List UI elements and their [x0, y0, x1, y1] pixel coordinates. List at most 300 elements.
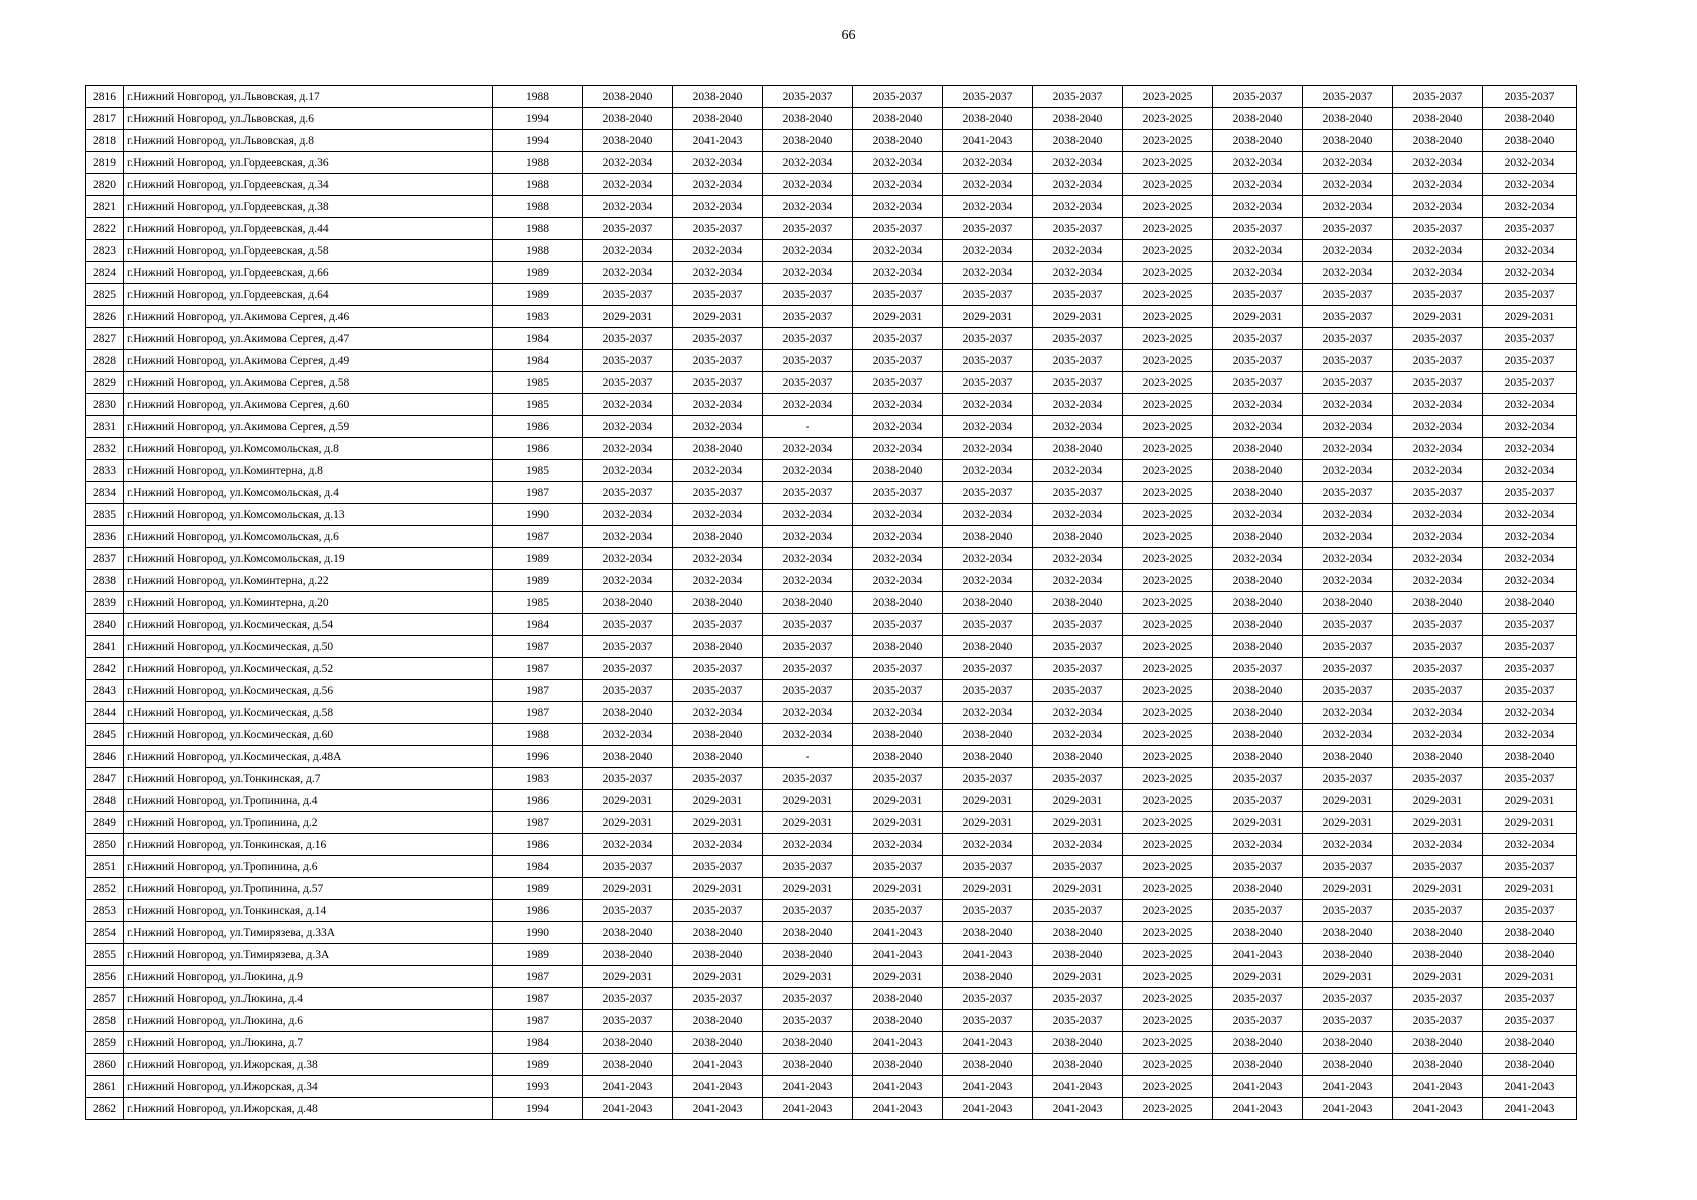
table-row [86, 570, 1577, 592]
row-number-cell: 2823 [86, 240, 124, 262]
period-cell: 2032-2034 [763, 262, 853, 284]
address-city: г.Нижний Новгород, [127, 750, 230, 763]
period-cell: 2035-2037 [853, 680, 943, 702]
period-cell: 2035-2037 [1303, 658, 1393, 680]
address-cell [124, 130, 493, 152]
period-cell: 2038-2040 [853, 1010, 943, 1032]
row-number-cell: 2816 [86, 86, 124, 108]
address-cell [124, 966, 493, 988]
period-cell: 2035-2037 [1483, 988, 1577, 1010]
period-cell: 2032-2034 [673, 548, 763, 570]
address-cell [124, 1098, 493, 1120]
year-cell: 1987 [493, 658, 583, 680]
period-cell: 2023-2025 [1123, 526, 1213, 548]
period-cell: 2029-2031 [583, 878, 673, 900]
period-cell: 2032-2034 [1393, 548, 1483, 570]
table-row [86, 1010, 1577, 1032]
period-cell: 2038-2040 [1303, 944, 1393, 966]
address-city: г.Нижний Новгород, [127, 1014, 230, 1027]
period-cell: 2038-2040 [583, 1032, 673, 1054]
year-cell: 1987 [493, 812, 583, 834]
period-cell: 2038-2040 [853, 460, 943, 482]
period-cell: 2035-2037 [673, 900, 763, 922]
address-cell [124, 306, 493, 328]
year-cell: 1989 [493, 944, 583, 966]
period-cell: 2029-2031 [1213, 812, 1303, 834]
period-cell: 2023-2025 [1123, 504, 1213, 526]
period-cell: 2035-2037 [1393, 856, 1483, 878]
table-row [86, 768, 1577, 790]
address-cell [124, 724, 493, 746]
table-row [86, 922, 1577, 944]
period-cell: 2035-2037 [1393, 768, 1483, 790]
period-cell: 2029-2031 [763, 878, 853, 900]
row-number-cell: 2854 [86, 922, 124, 944]
period-cell: 2035-2037 [1213, 86, 1303, 108]
period-cell: 2041-2043 [943, 1076, 1033, 1098]
period-cell: 2035-2037 [1213, 218, 1303, 240]
period-cell: 2032-2034 [943, 152, 1033, 174]
row-number-cell: 2837 [86, 548, 124, 570]
period-cell: 2035-2037 [763, 372, 853, 394]
table-row [86, 504, 1577, 526]
period-cell: 2038-2040 [1213, 482, 1303, 504]
period-cell: 2038-2040 [1033, 1032, 1123, 1054]
period-cell: 2035-2037 [1213, 372, 1303, 394]
period-cell: 2029-2031 [943, 812, 1033, 834]
address-city: г.Нижний Новгород, [127, 244, 230, 257]
address-city: г.Нижний Новгород, [127, 1036, 230, 1049]
period-cell: 2035-2037 [1483, 680, 1577, 702]
address-city: г.Нижний Новгород, [127, 398, 230, 411]
period-cell: 2038-2040 [763, 592, 853, 614]
address-cell [124, 768, 493, 790]
year-cell: 1984 [493, 856, 583, 878]
period-cell: 2023-2025 [1123, 86, 1213, 108]
year-cell: 1984 [493, 350, 583, 372]
period-cell: 2035-2037 [1303, 86, 1393, 108]
address-street: ул.Тропинина, д.6 [229, 860, 318, 873]
period-cell: 2035-2037 [1033, 284, 1123, 306]
period-cell: 2029-2031 [853, 306, 943, 328]
address-cell [124, 86, 493, 108]
address-city: г.Нижний Новгород, [127, 794, 230, 807]
period-cell: 2035-2037 [1213, 768, 1303, 790]
row-number-cell: 2820 [86, 174, 124, 196]
address-city: г.Нижний Новгород, [127, 222, 230, 235]
period-cell: 2035-2037 [763, 900, 853, 922]
address-city: г.Нижний Новгород, [127, 948, 230, 961]
period-cell: 2032-2034 [673, 702, 763, 724]
housing-registry-table [85, 85, 1577, 1120]
period-cell: 2032-2034 [853, 438, 943, 460]
period-cell: 2032-2034 [1213, 834, 1303, 856]
table-row [86, 1076, 1577, 1098]
period-cell: 2038-2040 [943, 108, 1033, 130]
period-cell: 2029-2031 [583, 966, 673, 988]
period-cell: 2041-2043 [763, 1076, 853, 1098]
address-cell [124, 460, 493, 482]
period-cell: 2035-2037 [673, 658, 763, 680]
period-cell: 2035-2037 [943, 856, 1033, 878]
row-number-cell: 2831 [86, 416, 124, 438]
period-cell: 2032-2034 [673, 460, 763, 482]
address-cell [124, 988, 493, 1010]
period-cell: 2032-2034 [1033, 702, 1123, 724]
address-cell [124, 614, 493, 636]
period-cell: 2023-2025 [1123, 922, 1213, 944]
period-cell: 2032-2034 [1483, 152, 1577, 174]
period-cell: 2029-2031 [1483, 790, 1577, 812]
period-cell: 2032-2034 [1303, 174, 1393, 196]
period-cell: 2035-2037 [1483, 1010, 1577, 1032]
period-cell: 2032-2034 [763, 548, 853, 570]
table-row [86, 1098, 1577, 1120]
address-street: ул.Львовская, д.6 [229, 112, 314, 125]
period-cell: 2038-2040 [583, 944, 673, 966]
period-cell: 2035-2037 [583, 328, 673, 350]
period-cell: 2029-2031 [1033, 790, 1123, 812]
address-city: г.Нижний Новгород, [127, 156, 230, 169]
row-number-cell: 2844 [86, 702, 124, 724]
row-number-cell: 2842 [86, 658, 124, 680]
address-street: ул.Космическая, д.60 [229, 728, 334, 741]
period-cell: 2038-2040 [1213, 108, 1303, 130]
year-cell: 1984 [493, 1032, 583, 1054]
period-cell: 2023-2025 [1123, 944, 1213, 966]
address-cell [124, 284, 493, 306]
row-number-cell: 2853 [86, 900, 124, 922]
period-cell: 2038-2040 [1213, 702, 1303, 724]
address-city: г.Нижний Новгород, [127, 420, 230, 433]
period-cell: 2029-2031 [1393, 790, 1483, 812]
address-street: ул.Комсомольская, д.19 [229, 552, 345, 565]
period-cell: 2032-2034 [1483, 504, 1577, 526]
period-cell: 2038-2040 [943, 922, 1033, 944]
period-cell: 2035-2037 [763, 988, 853, 1010]
year-cell: 1996 [493, 746, 583, 768]
address-street: ул.Комсомольская, д.8 [229, 442, 339, 455]
address-street: ул.Тимирязева, д.3А [229, 948, 330, 961]
period-cell: 2035-2037 [1033, 86, 1123, 108]
period-cell: 2041-2043 [1033, 1076, 1123, 1098]
table-row [86, 614, 1577, 636]
period-cell: 2029-2031 [1033, 966, 1123, 988]
period-cell: 2038-2040 [1033, 130, 1123, 152]
table-row [86, 856, 1577, 878]
period-cell: 2029-2031 [1303, 812, 1393, 834]
table-row [86, 834, 1577, 856]
period-cell: 2035-2037 [1213, 284, 1303, 306]
period-cell: 2029-2031 [763, 812, 853, 834]
table-row [86, 152, 1577, 174]
address-cell [124, 482, 493, 504]
year-cell: 1994 [493, 108, 583, 130]
period-cell: 2023-2025 [1123, 790, 1213, 812]
address-street: ул.Тимирязева, д.33А [229, 926, 336, 939]
period-cell: 2035-2037 [1303, 284, 1393, 306]
year-cell: 1985 [493, 460, 583, 482]
period-cell: 2035-2037 [943, 614, 1033, 636]
period-cell: 2035-2037 [1483, 350, 1577, 372]
period-cell: 2032-2034 [853, 548, 943, 570]
address-cell [124, 372, 493, 394]
period-cell: 2035-2037 [1033, 372, 1123, 394]
period-cell: 2038-2040 [1393, 592, 1483, 614]
period-cell: 2032-2034 [763, 460, 853, 482]
period-cell: 2038-2040 [1393, 108, 1483, 130]
period-cell: 2035-2037 [853, 768, 943, 790]
address-city: г.Нижний Новгород, [127, 838, 230, 851]
address-cell [124, 592, 493, 614]
period-cell: 2029-2031 [1483, 306, 1577, 328]
row-number-cell: 2825 [86, 284, 124, 306]
period-cell: 2032-2034 [583, 416, 673, 438]
address-cell [124, 152, 493, 174]
period-cell: 2038-2040 [1303, 1032, 1393, 1054]
period-cell: 2032-2034 [583, 570, 673, 592]
period-cell: 2035-2037 [673, 614, 763, 636]
period-cell: 2035-2037 [763, 86, 853, 108]
address-cell [124, 108, 493, 130]
period-cell: 2035-2037 [763, 482, 853, 504]
period-cell: 2032-2034 [1303, 548, 1393, 570]
period-cell: 2029-2031 [673, 306, 763, 328]
period-cell: 2032-2034 [1483, 262, 1577, 284]
period-cell: 2035-2037 [1393, 482, 1483, 504]
period-cell: 2038-2040 [583, 86, 673, 108]
period-cell: 2023-2025 [1123, 350, 1213, 372]
period-cell: 2023-2025 [1123, 988, 1213, 1010]
period-cell: 2023-2025 [1123, 856, 1213, 878]
period-cell: 2023-2025 [1123, 548, 1213, 570]
period-cell: 2038-2040 [1303, 746, 1393, 768]
address-street: ул.Люкина, д.7 [229, 1036, 303, 1049]
year-cell: 1987 [493, 680, 583, 702]
row-number-cell: 2829 [86, 372, 124, 394]
table-row [86, 900, 1577, 922]
table-row [86, 196, 1577, 218]
address-city: г.Нижний Новгород, [127, 618, 230, 631]
period-cell: 2041-2043 [673, 1054, 763, 1076]
address-street: ул.Гордеевская, д.38 [229, 200, 329, 213]
year-cell: 1983 [493, 768, 583, 790]
period-cell: 2041-2043 [583, 1076, 673, 1098]
period-cell: 2035-2037 [1033, 900, 1123, 922]
period-cell: 2032-2034 [1033, 548, 1123, 570]
period-cell: 2029-2031 [583, 812, 673, 834]
period-cell: 2029-2031 [1393, 878, 1483, 900]
period-cell: 2023-2025 [1123, 900, 1213, 922]
period-cell: 2032-2034 [673, 504, 763, 526]
period-cell: 2038-2040 [583, 746, 673, 768]
period-cell: 2038-2040 [1303, 108, 1393, 130]
period-cell: 2032-2034 [853, 196, 943, 218]
period-cell: 2038-2040 [1213, 636, 1303, 658]
period-cell: 2035-2037 [853, 856, 943, 878]
period-cell: 2023-2025 [1123, 658, 1213, 680]
address-city: г.Нижний Новгород, [127, 486, 230, 499]
period-cell: 2029-2031 [943, 878, 1033, 900]
period-cell: 2035-2037 [853, 284, 943, 306]
period-cell: 2038-2040 [1213, 130, 1303, 152]
address-cell [124, 548, 493, 570]
period-cell: 2038-2040 [943, 746, 1033, 768]
address-city: г.Нижний Новгород, [127, 200, 230, 213]
row-number-cell: 2848 [86, 790, 124, 812]
period-cell: 2023-2025 [1123, 240, 1213, 262]
year-cell: 1988 [493, 240, 583, 262]
address-cell [124, 746, 493, 768]
period-cell: 2035-2037 [1483, 658, 1577, 680]
period-cell: 2032-2034 [1303, 196, 1393, 218]
table-row [86, 130, 1577, 152]
period-cell: 2035-2037 [1303, 988, 1393, 1010]
period-cell: 2035-2037 [583, 614, 673, 636]
period-cell: 2038-2040 [1213, 614, 1303, 636]
table-row [86, 878, 1577, 900]
period-cell: 2038-2040 [1213, 592, 1303, 614]
period-cell: 2038-2040 [1393, 746, 1483, 768]
address-cell [124, 174, 493, 196]
address-city: г.Нижний Новгород, [127, 772, 230, 785]
period-cell: 2038-2040 [763, 1032, 853, 1054]
period-cell: 2023-2025 [1123, 746, 1213, 768]
period-cell: 2038-2040 [1033, 438, 1123, 460]
period-cell: 2032-2034 [853, 834, 943, 856]
period-cell: 2029-2031 [853, 878, 943, 900]
period-cell: 2035-2037 [1303, 350, 1393, 372]
period-cell: 2032-2034 [763, 526, 853, 548]
row-number-cell: 2839 [86, 592, 124, 614]
address-city: г.Нижний Новгород, [127, 970, 230, 983]
address-street: ул.Тропинина, д.4 [229, 794, 318, 807]
row-number-cell: 2862 [86, 1098, 124, 1120]
year-cell: 1987 [493, 966, 583, 988]
period-cell: 2023-2025 [1123, 174, 1213, 196]
address-cell [124, 1010, 493, 1032]
period-cell: 2023-2025 [1123, 614, 1213, 636]
period-cell: - [763, 746, 853, 768]
period-cell: 2041-2043 [1303, 1076, 1393, 1098]
period-cell: 2032-2034 [1033, 724, 1123, 746]
period-cell: 2038-2040 [1213, 1054, 1303, 1076]
address-street: ул.Комсомольская, д.13 [229, 508, 345, 521]
period-cell: 2032-2034 [1213, 196, 1303, 218]
address-city: г.Нижний Новгород, [127, 904, 230, 917]
period-cell: 2035-2037 [853, 372, 943, 394]
period-cell: 2032-2034 [943, 262, 1033, 284]
address-city: г.Нижний Новгород, [127, 332, 230, 345]
period-cell: 2041-2043 [1483, 1098, 1577, 1120]
period-cell: 2041-2043 [1033, 1098, 1123, 1120]
period-cell: 2032-2034 [943, 834, 1033, 856]
row-number-cell: 2822 [86, 218, 124, 240]
period-cell: 2035-2037 [853, 86, 943, 108]
year-cell: 1994 [493, 1098, 583, 1120]
period-cell: 2035-2037 [763, 306, 853, 328]
table-row [86, 746, 1577, 768]
address-city: г.Нижний Новгород, [127, 574, 230, 587]
period-cell: 2032-2034 [1303, 702, 1393, 724]
period-cell: 2032-2034 [1393, 834, 1483, 856]
period-cell: 2032-2034 [763, 834, 853, 856]
period-cell: 2032-2034 [1483, 834, 1577, 856]
period-cell: 2035-2037 [583, 218, 673, 240]
address-cell [124, 416, 493, 438]
year-cell: 1987 [493, 1010, 583, 1032]
period-cell: 2038-2040 [673, 746, 763, 768]
address-street: ул.Гордеевская, д.58 [229, 244, 329, 257]
period-cell: 2035-2037 [853, 350, 943, 372]
period-cell: 2029-2031 [1213, 306, 1303, 328]
row-number-cell: 2858 [86, 1010, 124, 1032]
period-cell: 2032-2034 [1033, 416, 1123, 438]
period-cell: 2032-2034 [1033, 152, 1123, 174]
address-city: г.Нижний Новгород, [127, 376, 230, 389]
period-cell: 2035-2037 [1213, 1010, 1303, 1032]
period-cell: 2035-2037 [673, 218, 763, 240]
period-cell: 2023-2025 [1123, 262, 1213, 284]
period-cell: 2035-2037 [673, 350, 763, 372]
year-cell: 1985 [493, 592, 583, 614]
period-cell: 2041-2043 [943, 130, 1033, 152]
period-cell: 2032-2034 [1483, 460, 1577, 482]
period-cell: 2035-2037 [763, 856, 853, 878]
address-street: ул.Космическая, д.48А [229, 750, 342, 763]
period-cell: 2041-2043 [763, 1098, 853, 1120]
period-cell: 2032-2034 [583, 526, 673, 548]
address-street: ул.Гордеевская, д.36 [229, 156, 329, 169]
period-cell: 2035-2037 [1033, 988, 1123, 1010]
year-cell: 1988 [493, 724, 583, 746]
period-cell: 2032-2034 [943, 196, 1033, 218]
period-cell: 2032-2034 [673, 262, 763, 284]
period-cell: 2023-2025 [1123, 306, 1213, 328]
period-cell: 2029-2031 [583, 306, 673, 328]
period-cell: 2032-2034 [853, 174, 943, 196]
period-cell: 2032-2034 [673, 174, 763, 196]
period-cell: 2038-2040 [673, 86, 763, 108]
address-cell [124, 944, 493, 966]
period-cell: 2023-2025 [1123, 878, 1213, 900]
row-number-cell: 2847 [86, 768, 124, 790]
period-cell: 2032-2034 [1213, 416, 1303, 438]
year-cell: 1989 [493, 262, 583, 284]
row-number-cell: 2838 [86, 570, 124, 592]
period-cell: 2032-2034 [1303, 438, 1393, 460]
address-street: ул.Люкина, д.6 [229, 1014, 303, 1027]
period-cell: 2041-2043 [1213, 944, 1303, 966]
period-cell: 2035-2037 [583, 680, 673, 702]
period-cell: 2029-2031 [1393, 812, 1483, 834]
address-cell [124, 658, 493, 680]
address-cell [124, 504, 493, 526]
row-number-cell: 2860 [86, 1054, 124, 1076]
period-cell: 2035-2037 [1303, 856, 1393, 878]
period-cell: 2029-2031 [943, 306, 1033, 328]
period-cell: 2038-2040 [853, 592, 943, 614]
year-cell: 1994 [493, 130, 583, 152]
address-street: ул.Акимова Сергея, д.60 [229, 398, 350, 411]
period-cell: 2032-2034 [1033, 460, 1123, 482]
period-cell: 2035-2037 [673, 482, 763, 504]
address-cell [124, 680, 493, 702]
address-street: ул.Коминтерна, д.8 [229, 464, 323, 477]
table-body [86, 86, 1577, 1120]
period-cell: 2035-2037 [583, 856, 673, 878]
period-cell: 2035-2037 [1213, 900, 1303, 922]
